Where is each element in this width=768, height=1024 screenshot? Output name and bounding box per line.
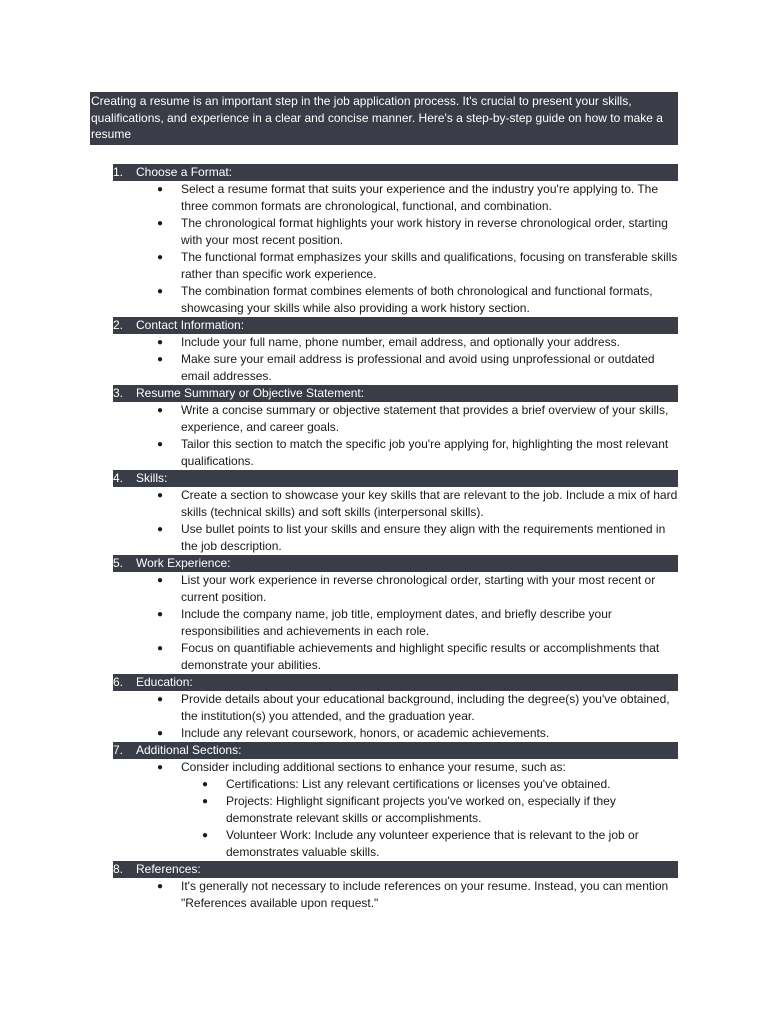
list-item: [113, 215, 678, 249]
section-number: 4.: [113, 471, 124, 485]
bullet-icon: ●: [157, 643, 164, 654]
list-item-text: It's generally not necessary to include references on your resume. Instead, you can mention "References available upon request.": [181, 879, 669, 910]
section-title: Work Experience:: [136, 556, 231, 570]
bullet-icon: ●: [157, 609, 164, 620]
bullet-icon: ●: [202, 796, 209, 807]
list-item: [113, 402, 678, 436]
section-number: 7.: [113, 743, 124, 757]
section-title: Resume Summary or Objective Statement:: [136, 386, 365, 400]
section-title: Contact Information:: [136, 318, 245, 332]
section-title: Choose a Format:: [136, 165, 233, 179]
list-item: [113, 759, 678, 776]
list-item-text: Provide details about your educational background, including the degree(s) you've obtained, the institution(s) you attended, and the graduation year.: [181, 692, 670, 723]
list-item: [113, 793, 678, 827]
section-4: [113, 470, 678, 555]
bullet-icon: ●: [157, 881, 164, 892]
bullet-list: [113, 759, 678, 776]
list-item: [113, 827, 678, 861]
section-heading: [113, 317, 678, 334]
bullet-icon: ●: [157, 218, 164, 229]
bullet-list: [113, 691, 678, 742]
section-8: [113, 861, 678, 912]
bullet-icon: ●: [157, 762, 164, 773]
list-item-text: Use bullet points to list your skills and ensure they align with the requirements mentioned in the job description.: [181, 522, 666, 553]
intro-paragraph: Creating a resume is an important step in the job application process. It's crucial to present your skills, qualifications, and experience in a clear and concise manner. Here's a step-by-step guide on how to make a resume: [90, 92, 678, 145]
list-item-text: Include any relevant coursework, honors, or academic achievements.: [181, 726, 550, 740]
list-item-text: Focus on quantifiable achievements and highlight specific results or accomplishments that demonstrate your abilities.: [181, 641, 660, 672]
list-item: [113, 487, 678, 521]
list-item-text: Certifications: List any relevant certifications or licenses you've obtained.: [226, 777, 611, 791]
section-3: [113, 385, 678, 470]
list-item-text: Include your full name, phone number, email address, and optionally your address.: [181, 335, 620, 349]
list-item: [113, 181, 678, 215]
bullet-icon: ●: [157, 405, 164, 416]
bullet-icon: ●: [157, 694, 164, 705]
bullet-list: [113, 402, 678, 470]
section-heading: [113, 861, 678, 878]
list-item: [113, 776, 678, 793]
section-7: [113, 742, 678, 861]
list-item: [113, 572, 678, 606]
bullet-icon: ●: [157, 354, 164, 365]
list-item: [113, 334, 678, 351]
list-item-text: Projects: Highlight significant projects you've worked on, especially if they demonstrate relevant skills or accomplishments.: [226, 794, 616, 825]
list-item-text: The combination format combines elements of both chronological and functional formats, showcasing your skills while also providing a work history section.: [181, 284, 653, 315]
section-title: Skills:: [136, 471, 168, 485]
section-heading: [113, 164, 678, 181]
bullet-list: [113, 334, 678, 385]
list-item-text: Volunteer Work: Include any volunteer experience that is relevant to the job or demonstrates valuable skills.: [226, 828, 639, 859]
section-1: [113, 164, 678, 317]
section-number: 1.: [113, 165, 124, 179]
bullet-icon: ●: [157, 337, 164, 348]
bullet-icon: ●: [157, 490, 164, 501]
section-number: 6.: [113, 675, 124, 689]
section-number: 8.: [113, 862, 124, 876]
list-item: [113, 436, 678, 470]
list-item-text: Select a resume format that suits your experience and the industry you're applying to. The three common formats are chronological, functional, and combination.: [181, 182, 658, 213]
bullet-icon: ●: [157, 439, 164, 450]
section-title: Education:: [136, 675, 193, 689]
bullet-icon: ●: [157, 575, 164, 586]
bullet-list: [113, 878, 678, 912]
section-6: [113, 674, 678, 742]
bullet-list: [113, 487, 678, 555]
section-number: 3.: [113, 386, 124, 400]
list-item: [113, 249, 678, 283]
bullet-list: [113, 181, 678, 317]
list-item: [113, 725, 678, 742]
bullet-icon: ●: [157, 184, 164, 195]
bullet-icon: ●: [157, 524, 164, 535]
list-item-text: Include the company name, job title, employment dates, and briefly describe your responsibilities and achievements in each role.: [181, 607, 612, 638]
bullet-icon: ●: [157, 728, 164, 739]
list-item-text: Write a concise summary or objective statement that provides a brief overview of your skills, experience, and career goals.: [181, 403, 669, 434]
section-heading: [113, 555, 678, 572]
list-item: [113, 283, 678, 317]
list-item: [113, 640, 678, 674]
list-item-text: Consider including additional sections to enhance your resume, such as:: [181, 760, 566, 774]
section-title: References:: [136, 862, 201, 876]
section-5: [113, 555, 678, 674]
list-item-text: The functional format emphasizes your skills and qualifications, focusing on transferable skills rather than specific work experience.: [181, 250, 678, 281]
section-2: [113, 317, 678, 385]
section-title: Additional Sections:: [136, 743, 242, 757]
section-number: 5.: [113, 556, 124, 570]
list-item-text: Make sure your email address is professional and avoid using unprofessional or outdated email addresses.: [181, 352, 655, 383]
bullet-icon: ●: [202, 830, 209, 841]
list-item: [113, 878, 678, 912]
section-heading: [113, 674, 678, 691]
section-heading: [113, 385, 678, 402]
guide-list: [113, 164, 678, 912]
list-item-text: Tailor this section to match the specific job you're applying for, highlighting the most relevant qualifications.: [181, 437, 669, 468]
list-item-text: List your work experience in reverse chronological order, starting with your most recent or current position.: [181, 573, 656, 604]
section-heading: [113, 742, 678, 759]
list-item: [113, 521, 678, 555]
bullet-icon: ●: [157, 252, 164, 263]
sub-bullet-list: [113, 776, 678, 861]
bullet-icon: ●: [202, 779, 209, 790]
list-item-text: Create a section to showcase your key skills that are relevant to the job. Include a mix of hard skills (technical skills) and soft skills (interpersonal skills).: [181, 488, 678, 519]
list-item: [113, 351, 678, 385]
section-heading: [113, 470, 678, 487]
section-number: 2.: [113, 318, 124, 332]
bullet-list: [113, 572, 678, 674]
bullet-icon: ●: [157, 286, 164, 297]
list-item: [113, 691, 678, 725]
list-item: [113, 606, 678, 640]
list-item-text: The chronological format highlights your work history in reverse chronological order, starting with your most recent position.: [181, 216, 668, 247]
